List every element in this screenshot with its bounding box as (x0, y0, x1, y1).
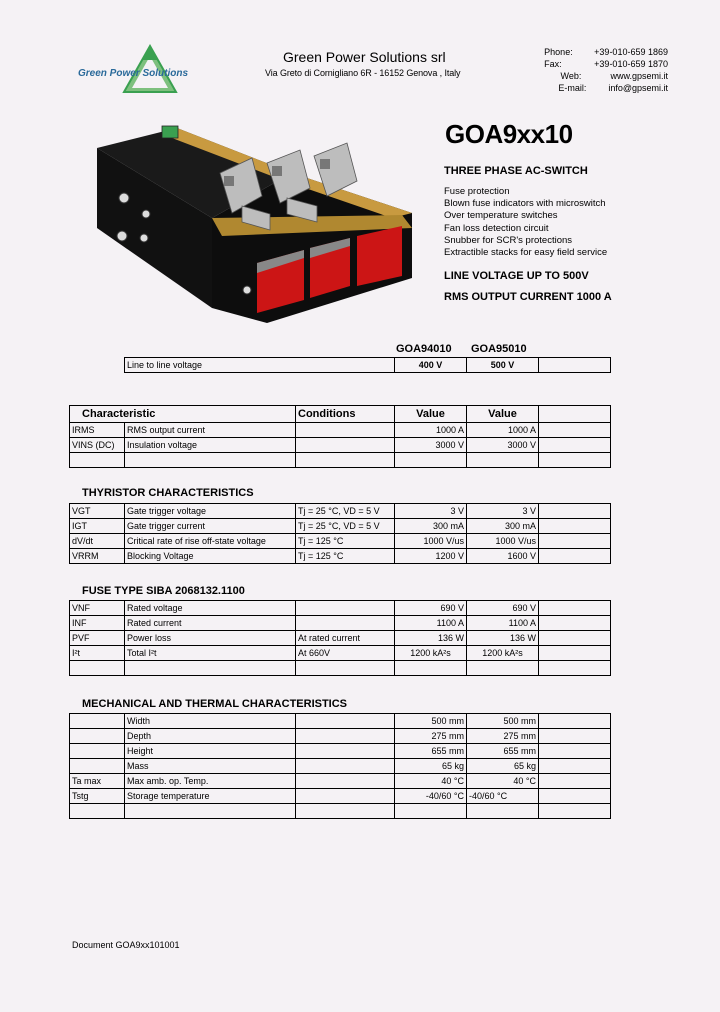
empty-cell (539, 631, 611, 646)
value-b-cell: -40/60 °C (467, 789, 539, 804)
description-cell: Total I²t (125, 646, 296, 661)
mechanical-table (69, 713, 611, 819)
empty-cell (539, 744, 611, 759)
value-a-cell: 65 kg (395, 759, 467, 774)
empty-cell (539, 789, 611, 804)
symbol-cell: VGT (70, 504, 125, 519)
mechanical-section-title: MECHANICAL AND THERMAL CHARACTERISTICS (82, 698, 348, 710)
empty-cell (539, 804, 611, 819)
product-photo (92, 118, 427, 333)
contact-web: Web: www.gpsemi.it (560, 71, 668, 81)
value-a-cell: 1200 V (395, 549, 467, 564)
empty-cell (395, 804, 467, 819)
thyristor-table (69, 503, 611, 564)
empty-cell (539, 549, 611, 564)
symbol-cell (70, 744, 125, 759)
value-a-cell: 3 V (395, 504, 467, 519)
description-cell: Rated current (125, 616, 296, 631)
empty-cell (539, 661, 611, 676)
feature-item: Over temperature switches (444, 210, 558, 222)
empty-cell (539, 729, 611, 744)
logo-text: Green Power Solutions (78, 68, 189, 79)
symbol-cell: INF (70, 616, 125, 631)
value-b-cell: 1000 V/us (467, 534, 539, 549)
description-cell: Insulation voltage (125, 438, 296, 453)
value-a-cell: 1100 A (395, 616, 467, 631)
contact-fax: Fax: +39-010-659 1870 (544, 59, 668, 69)
symbol-cell: VNF (70, 601, 125, 616)
value-a-cell: 1200 kA²s (395, 646, 467, 661)
empty-cell (539, 423, 611, 438)
empty-cell (539, 646, 611, 661)
product-subtitle: THREE PHASE AC-SWITCH (444, 165, 588, 177)
value-a-cell: 500 mm (395, 714, 467, 729)
empty-cell (70, 804, 125, 819)
condition-cell: Tj = 125 °C (296, 534, 395, 549)
value-a-cell: -40/60 °C (395, 789, 467, 804)
fuse-section-title: FUSE TYPE SIBA 2068132.1100 (82, 585, 245, 597)
empty-cell (539, 504, 611, 519)
condition-cell (296, 774, 395, 789)
empty-cell (539, 453, 611, 468)
feature-item: Blown fuse indicators with microswitch (444, 198, 606, 210)
feature-item: Fuse protection (444, 186, 510, 197)
empty-cell (296, 661, 395, 676)
header-value-a: Value (395, 406, 467, 423)
condition-cell (296, 729, 395, 744)
symbol-cell: PVF (70, 631, 125, 646)
model-a-label: GOA94010 (396, 343, 452, 355)
description-cell: RMS output current (125, 423, 296, 438)
condition-cell (296, 616, 395, 631)
description-cell: Gate trigger current (125, 519, 296, 534)
table-row (70, 646, 611, 661)
value-b-cell: 690 V (467, 601, 539, 616)
table-row (70, 714, 611, 729)
condition-cell (296, 601, 395, 616)
empty-cell (539, 519, 611, 534)
table-header-row (70, 406, 611, 423)
symbol-cell: Tstg (70, 789, 125, 804)
spec-line-voltage: LINE VOLTAGE UP TO 500V (444, 270, 589, 282)
empty-cell (467, 453, 539, 468)
line-voltage-a: 400 V (395, 358, 467, 373)
description-cell: Max amb. op. Temp. (125, 774, 296, 789)
value-a-cell: 655 mm (395, 744, 467, 759)
condition-cell (296, 714, 395, 729)
line-voltage-table (124, 357, 611, 373)
condition-cell (296, 423, 395, 438)
empty-cell (539, 601, 611, 616)
empty-cell (296, 453, 395, 468)
empty-cell (296, 804, 395, 819)
value-a-cell: 300 mA (395, 519, 467, 534)
table-row (70, 789, 611, 804)
condition-cell: Tj = 25 °C, VD = 5 V (296, 504, 395, 519)
empty-cell (539, 616, 611, 631)
empty-cell (125, 804, 296, 819)
table-row (70, 601, 611, 616)
empty-cell (70, 661, 125, 676)
description-cell: Width (125, 714, 296, 729)
empty-cell (539, 534, 611, 549)
description-cell: Storage temperature (125, 789, 296, 804)
symbol-cell (70, 729, 125, 744)
table-row (70, 616, 611, 631)
empty-cell (467, 804, 539, 819)
header-conditions: Conditions (296, 406, 395, 423)
table-row (70, 549, 611, 564)
line-voltage-b: 500 V (467, 358, 539, 373)
symbol-cell: dV/dt (70, 534, 125, 549)
model-b-label: GOA95010 (471, 343, 527, 355)
spec-output-current: RMS OUTPUT CURRENT 1000 A (444, 291, 612, 303)
symbol-cell: Ta max (70, 774, 125, 789)
value-b-cell: 40 °C (467, 774, 539, 789)
empty-cell (539, 714, 611, 729)
contact-block (544, 46, 668, 94)
characteristics-table (69, 405, 611, 468)
value-a-cell: 690 V (395, 601, 467, 616)
header-characteristic: Characteristic (70, 406, 296, 423)
table-row (70, 759, 611, 774)
value-a-cell: 275 mm (395, 729, 467, 744)
description-cell: Gate trigger voltage (125, 504, 296, 519)
table-row (125, 358, 611, 373)
company-address: Via Greto di Cornigliano 6R - 16152 Genova , Italy (265, 68, 461, 78)
value-b-cell: 1600 V (467, 549, 539, 564)
thyristor-section-title: THYRISTOR CHARACTERISTICS (82, 487, 254, 499)
feature-list (444, 186, 607, 259)
feature-item: Snubber for SCR's protections (444, 234, 573, 246)
empty-cell (125, 453, 296, 468)
condition-cell: Tj = 125 °C (296, 549, 395, 564)
value-b-cell: 300 mA (467, 519, 539, 534)
description-cell: Rated voltage (125, 601, 296, 616)
symbol-cell: IGT (70, 519, 125, 534)
empty-cell (539, 438, 611, 453)
empty-cell (467, 661, 539, 676)
value-a-cell: 136 W (395, 631, 467, 646)
description-cell: Height (125, 744, 296, 759)
empty-cell (539, 774, 611, 789)
value-b-cell: 1200 kA²s (467, 646, 539, 661)
empty-cell (539, 759, 611, 774)
feature-item: Extractible stacks for easy field service (444, 247, 608, 259)
value-a-cell: 1000 V/us (395, 534, 467, 549)
table-row (70, 774, 611, 789)
symbol-cell (70, 759, 125, 774)
symbol-cell: I²t (70, 646, 125, 661)
value-b-cell: 136 W (467, 631, 539, 646)
value-a-cell: 1000 A (395, 423, 467, 438)
table-row (70, 804, 611, 819)
condition-cell: Tj = 25 °C, VD = 5 V (296, 519, 395, 534)
table-row (70, 453, 611, 468)
description-cell: Depth (125, 729, 296, 744)
value-b-cell: 1000 A (467, 423, 539, 438)
empty-cell (125, 661, 296, 676)
symbol-cell: IRMS (70, 423, 125, 438)
value-a-cell: 40 °C (395, 774, 467, 789)
empty-cell (70, 453, 125, 468)
symbol-cell: VINS (DC) (70, 438, 125, 453)
contact-phone: Phone: +39-010-659 1869 (544, 47, 668, 57)
table-row (70, 661, 611, 676)
condition-cell (296, 789, 395, 804)
value-b-cell: 275 mm (467, 729, 539, 744)
empty-cell (539, 406, 611, 423)
table-row (70, 438, 611, 453)
header-value-b: Value (467, 406, 539, 423)
company-logo (78, 44, 228, 96)
document-id: Document GOA9xx101001 (72, 940, 180, 950)
value-b-cell: 655 mm (467, 744, 539, 759)
table-row (70, 423, 611, 438)
table-row (70, 631, 611, 646)
symbol-cell: VRRM (70, 549, 125, 564)
empty-cell (539, 358, 611, 373)
table-row (70, 519, 611, 534)
condition-cell (296, 438, 395, 453)
symbol-cell (70, 714, 125, 729)
condition-cell: At 660V (296, 646, 395, 661)
value-b-cell: 3000 V (467, 438, 539, 453)
description-cell: Mass (125, 759, 296, 774)
company-name: Green Power Solutions srl (283, 49, 446, 65)
condition-cell (296, 759, 395, 774)
product-code: GOA9xx10 (445, 119, 573, 149)
condition-cell: At rated current (296, 631, 395, 646)
description-cell: Blocking Voltage (125, 549, 296, 564)
description-cell: Critical rate of rise off-state voltage (125, 534, 296, 549)
table-row (70, 534, 611, 549)
table-row (70, 729, 611, 744)
table-row (70, 744, 611, 759)
value-b-cell: 65 kg (467, 759, 539, 774)
value-b-cell: 500 mm (467, 714, 539, 729)
empty-cell (395, 661, 467, 676)
value-a-cell: 3000 V (395, 438, 467, 453)
value-b-cell: 3 V (467, 504, 539, 519)
fuse-table (69, 600, 611, 676)
empty-cell (395, 453, 467, 468)
feature-item: Fan loss detection circuit (444, 222, 549, 234)
line-voltage-label: Line to line voltage (125, 358, 395, 373)
condition-cell (296, 744, 395, 759)
value-b-cell: 1100 A (467, 616, 539, 631)
description-cell: Power loss (125, 631, 296, 646)
contact-email: E-mail: info@gpsemi.it (558, 83, 668, 93)
table-row (70, 504, 611, 519)
